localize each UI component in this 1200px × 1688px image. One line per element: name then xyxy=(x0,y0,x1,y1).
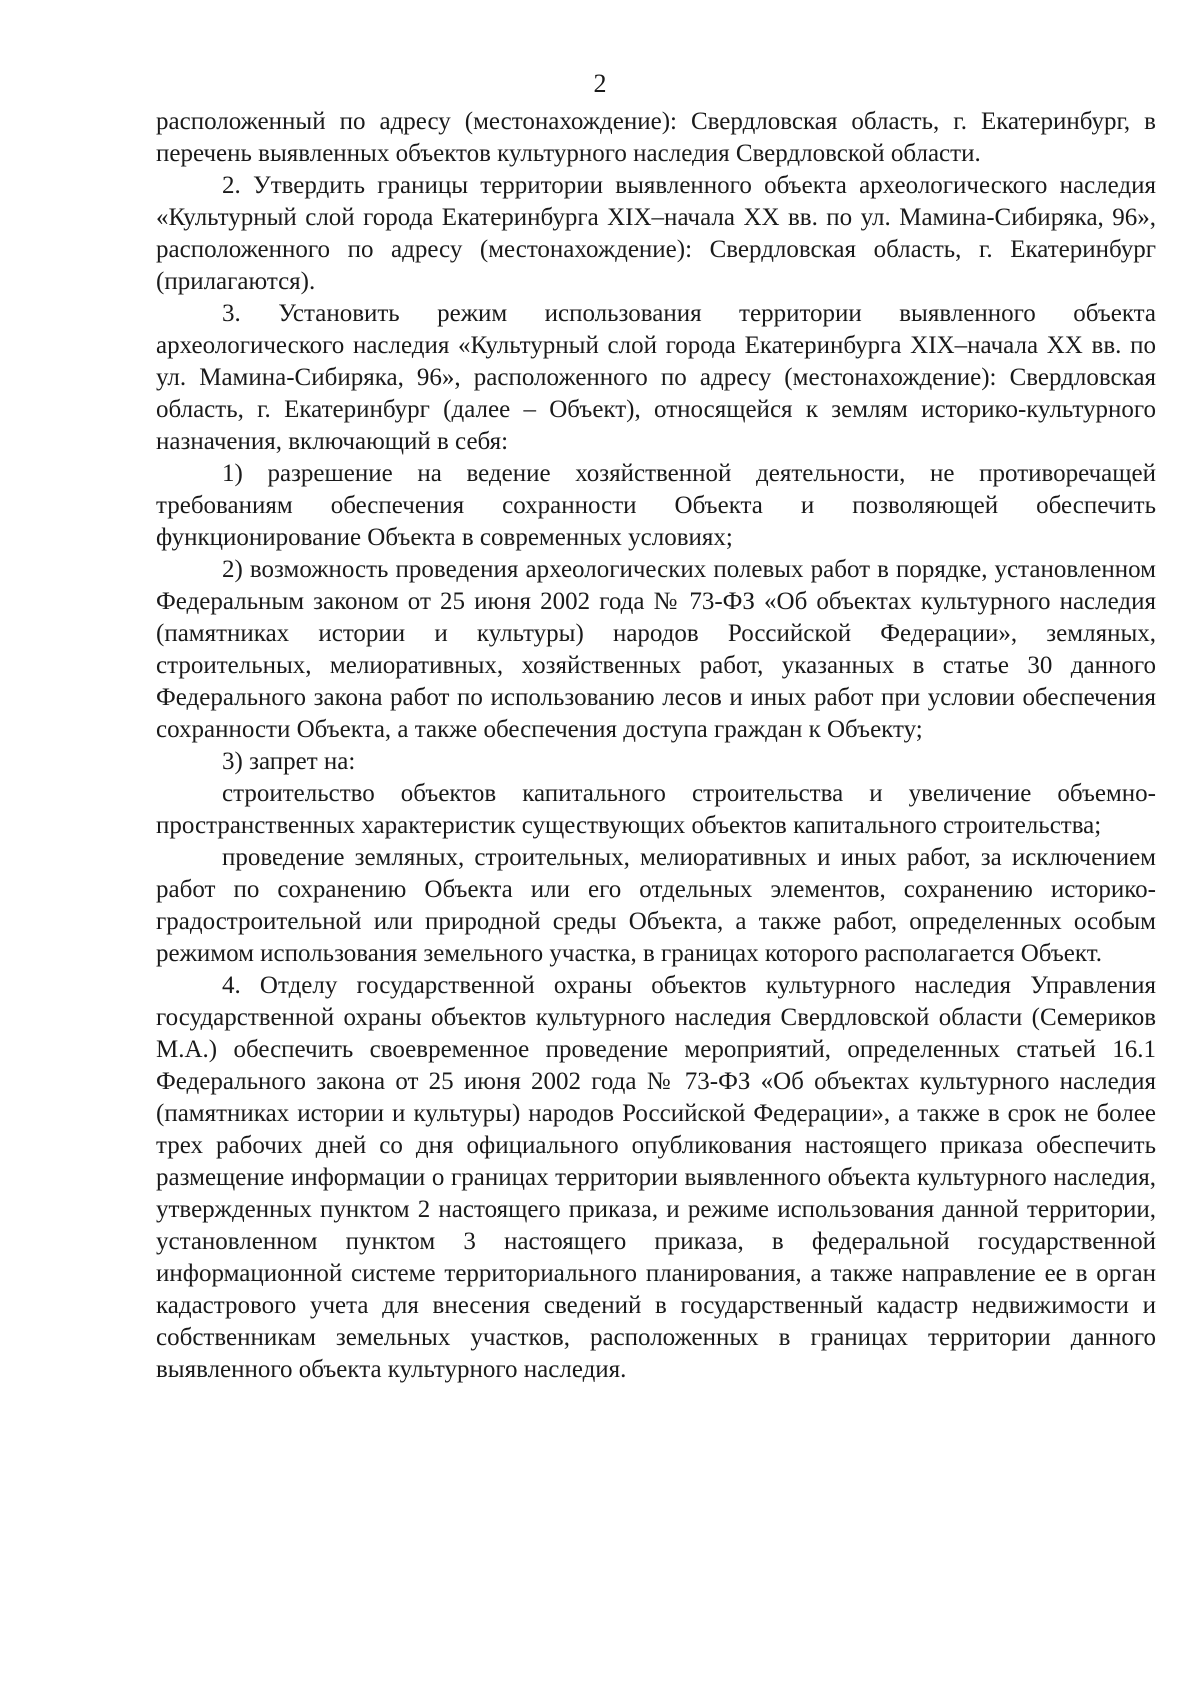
paragraph-prohibition-works: проведение земляных, строительных, мелиоративных и иных работ, за исключением работ по сохранению Объекта или его отдельных элементов, сохранению историко-градостроительной или природной среды Объекта, а также работ, определенных особым режимом использования земельного участка, в границах которого располагается Объект. xyxy=(156,844,1156,967)
paragraph-item-2-boundaries: 2. Утвердить границы территории выявленного объекта археологического наследия «Культурный слой города Екатеринбурга XIX–начала XX вв. по ул. Мамина-Сибиряка, 96», расположенного по адресу (местонахождение): Свердловская область, г. Екатеринбург (прилагаются). xyxy=(156,172,1156,295)
paragraph-item-4-department: 4. Отделу государственной охраны объектов культурного наследия Управления государственной охраны объектов культурного наследия Свердловской области (Семериков М.А.) обеспечить своевременное проведение мероприятий, определенных статьей 16.1 Федерального закона от 25 июня 2002 года № 73-ФЗ «Об объектах культурного наследия (памятниках истории и культуры) народов Российской Федерации», а также в срок не более трех рабочих дней со дня официального опубликования настоящего приказа обеспечить размещение информации о границах территории выявленного объекта культурного наследия, утвержденных пунктом 2 настоящего приказа, и режиме использования данной территории, установленном пунктом 3 настоящего приказа, в федеральной государственной информационной системе территориального планирования, а также направление ее в орган кадастрового учета для внесения сведений в государственный кадастр недвижимости и собственникам земельных участков, расположенных в границах территории данного выявленного объекта культурного наследия. xyxy=(156,972,1156,1383)
document-body xyxy=(156,106,1156,1386)
paragraph-prohibition-construction: строительство объектов капитального строительства и увеличение объемно-пространственных характеристик существующих объектов капитального строительства; xyxy=(156,780,1156,839)
paragraph-subitem-1-permission: 1) разрешение на ведение хозяйственной деятельности, не противоречащей требованиям обеспечения сохранности Объекта и позволяющей обеспечить функционирование Объекта в современных условиях; xyxy=(156,460,1156,551)
page-number: 2 xyxy=(593,69,607,98)
paragraph-subitem-3-prohibition: 3) запрет на: xyxy=(222,748,356,775)
paragraph-subitem-2-archaeological-works: 2) возможность проведения археологических полевых работ в порядке, установленном Федеральным законом от 25 июня 2002 года № 73-ФЗ «Об объектах культурного наследия (памятниках истории и культуры) народов Российской Федерации», земляных, строительных, мелиоративных, хозяйственных работ, указанных в статье 30 данного Федерального закона работ по использованию лесов и иных работ при условии обеспечения сохранности Объекта, а также обеспечения доступа граждан к Объекту; xyxy=(156,556,1156,743)
paragraph-item-3-regime: 3. Установить режим использования территории выявленного объекта археологического наследия «Культурный слой города Екатеринбурга XIX–начала XX вв. по ул. Мамина-Сибиряка, 96», расположенного по адресу (местонахождение): Свердловская область, г. Екатеринбург (далее – Объект), относящейся к землям историко-культурного назначения, включающий в себя: xyxy=(156,300,1156,455)
paragraph-continuation: расположенный по адресу (местонахождение): Свердловская область, г. Екатеринбург, в перечень выявленных объектов культурного наследия Свердловской области. xyxy=(156,108,1156,167)
